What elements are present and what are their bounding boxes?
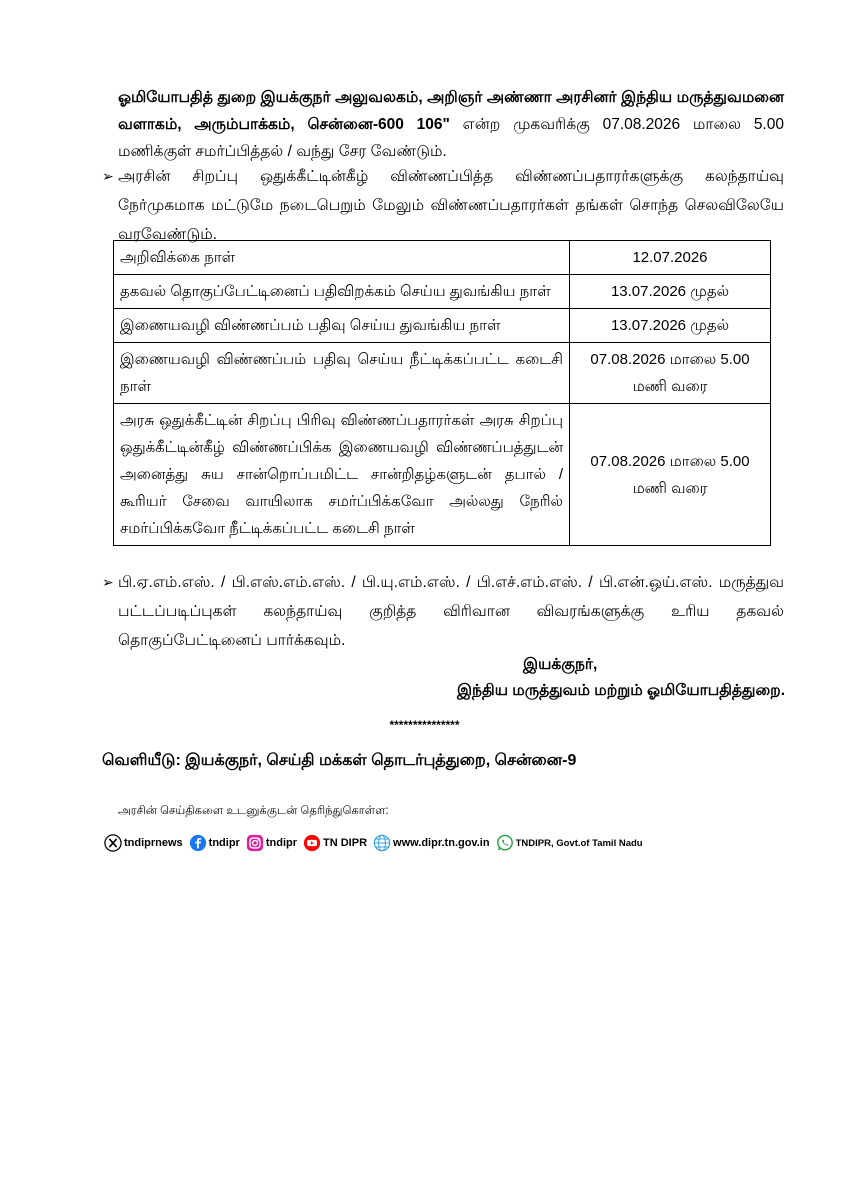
signature-title: இயக்குநர், [523, 656, 598, 673]
bullet-prospectus-note [102, 568, 784, 655]
signature-department: இந்திய மருத்துவம் மற்றும் ஓமியோபதித்துறை. [456, 682, 785, 699]
schedule-row [114, 404, 771, 546]
social-item-globe[interactable] [373, 834, 490, 852]
social-label: TN DIPR [323, 837, 368, 849]
youtube-icon [303, 834, 321, 852]
social-label: tndipr [208, 837, 240, 849]
bullet-text: அரசின் சிறப்பு ஒதுக்கீட்டின்கீழ் விண்ணப்பித்த விண்ணப்பதாரர்களுக்கு கலந்தாய்வு நேர்முகமாக மட்டுமே நடைபெறும் மேலும் விண்ணப்பதாரர்கள் தங்கள் சொந்த செலவிலேயே வரவேண்டும். [118, 168, 784, 243]
social-label: tndiprnews [124, 837, 183, 849]
schedule-date: 07.08.2026 மாலை 5.00 மணி வரை [570, 343, 771, 404]
schedule-date: 07.08.2026 மாலை 5.00 மணி வரை [570, 404, 771, 546]
intro-bold-address: ஓமியோபதித் துறை இயக்குநர் அலுவலகம், அறிஞர் அண்ணா அரசினர் இந்திய மருத்துவமனை வளாகம், அரும்பாக்கம், சென்னை-600 106" [118, 89, 784, 133]
social-bar [104, 832, 649, 854]
schedule-row [114, 309, 771, 343]
release-line: வெளியீடு: இயக்குநர், செய்தி மக்கள் தொடர்புத்துறை, சென்னை-9 [102, 752, 577, 769]
bullet-text: பி.ஏ.எம்.எஸ். / பி.எஸ்.எம்.எஸ். / பி.யு.எம்.எஸ். / பி.எச்.எம்.எஸ். / பி.என்.ஒய்.எஸ். மருத்துவ பட்டப்படிப்புகள் கலந்தாய்வு குறித்த விரிவான விவரங்களுக்கு உரிய தகவல் தொகுப்பேட்டினைப் பார்க்கவும். [118, 574, 784, 649]
arrow-bullet-icon: ➢ [102, 574, 114, 590]
bullet-counselling-note [102, 162, 784, 249]
globe-icon [373, 834, 391, 852]
social-item-instagram[interactable] [246, 834, 297, 852]
facebook-icon [189, 834, 207, 852]
follow-text: அரசின் செய்திகளை உடனுக்குடன் தெரிந்துகொள்ள: [118, 805, 389, 817]
arrow-bullet-icon: ➢ [102, 168, 114, 184]
x-icon [104, 834, 122, 852]
schedule-date: 13.07.2026 முதல் [570, 275, 771, 309]
schedule-event: அறிவிக்கை நாள் [114, 241, 570, 275]
social-item-x[interactable] [104, 834, 183, 852]
schedule-event: தகவல் தொகுப்பேட்டினைப் பதிவிறக்கம் செய்ய துவங்கிய நாள் [114, 275, 570, 309]
social-item-whatsapp[interactable] [496, 834, 643, 852]
schedule-table [113, 240, 771, 546]
social-item-youtube[interactable] [303, 834, 367, 852]
whatsapp-icon [496, 834, 514, 852]
social-label: www.dipr.tn.gov.in [393, 837, 490, 849]
schedule-date: 13.07.2026 முதல் [570, 309, 771, 343]
instagram-icon [246, 834, 264, 852]
social-label: tndipr [265, 837, 298, 849]
schedule-row [114, 241, 771, 275]
schedule-date: 12.07.2026 [570, 241, 771, 275]
social-item-facebook[interactable] [189, 834, 240, 852]
schedule-event: இணையவழி விண்ணப்பம் பதிவு செய்ய நீட்டிக்கப்பட்ட கடைசி நாள் [114, 343, 570, 404]
intro-normal-text: என்ற முகவரிக்கு 07.08.2026 மாலை 5.00 மணிக்குள் சமர்ப்பித்தல் / வந்து சேர வேண்டும். [118, 116, 784, 160]
schedule-event: இணையவழி விண்ணப்பம் பதிவு செய்ய துவங்கிய நாள் [114, 309, 570, 343]
social-label: TNDIPR, Govt.of Tamil Nadu [515, 837, 643, 849]
schedule-event: அரசு ஒதுக்கீட்டின் சிறப்பு பிரிவு விண்ணப்பதாரர்கள் அரசு சிறப்பு ஒதுக்கீட்டின்கீழ் விண்ணப்பிக்க இணையவழி விண்ணப்பத்துடன் அனைத்து சுய சான்றொப்பமிட்ட சான்றிதழ்களுடன் தபால் / கூரியர் சேவை வாயிலாக சமர்ப்பிக்கவோ அல்லது நேரில் சமர்ப்பிக்கவோ நீட்டிக்கப்பட்ட கடைசி நாள் [114, 404, 570, 546]
intro-paragraph [118, 84, 784, 165]
schedule-row [114, 275, 771, 309]
schedule-row [114, 343, 771, 404]
separator-stars: *************** [389, 718, 460, 732]
signature-block [365, 652, 785, 704]
